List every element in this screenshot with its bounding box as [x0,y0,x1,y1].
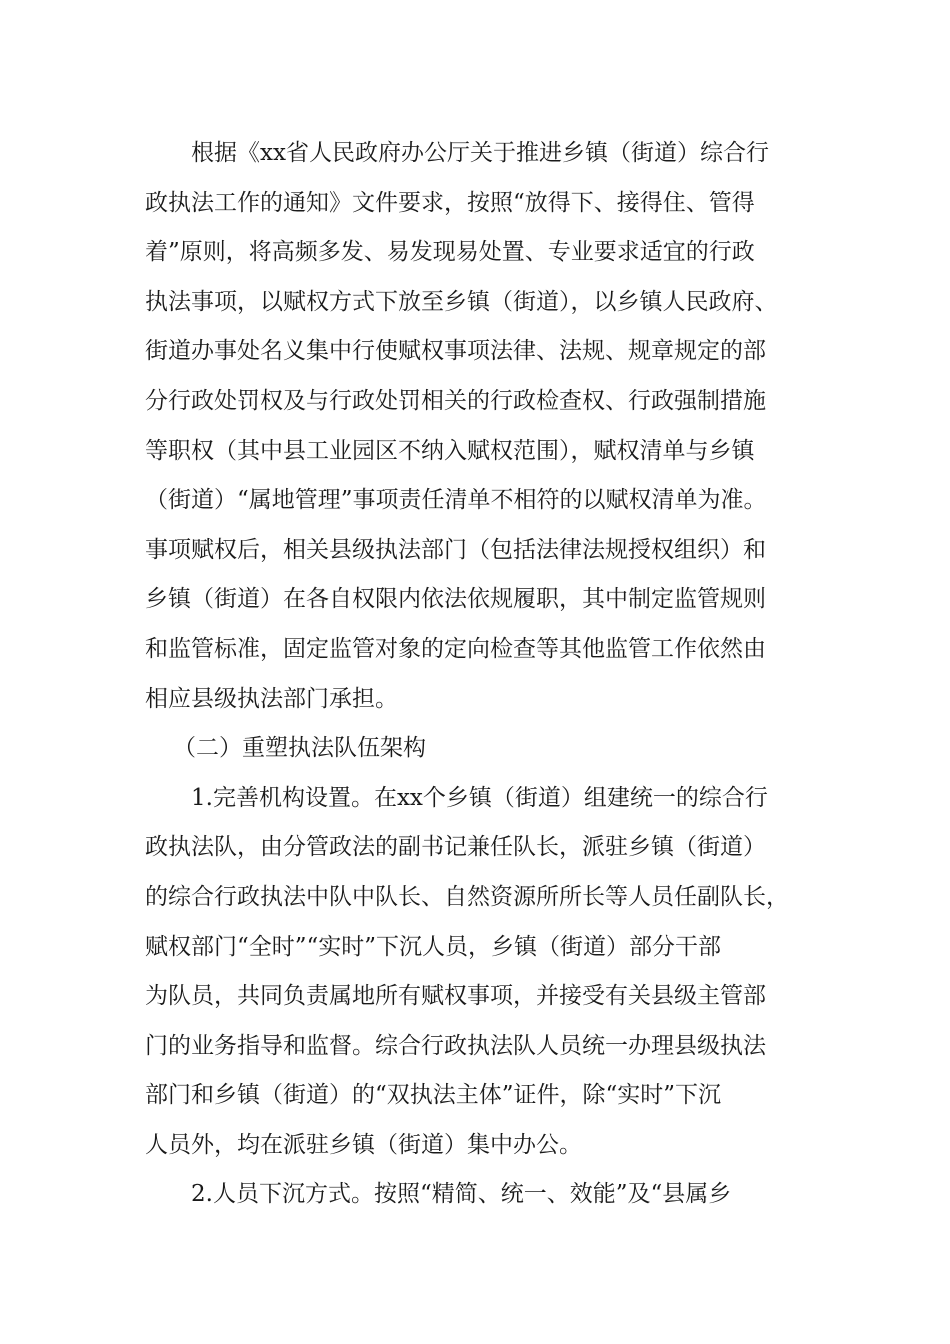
text-line: 人员外，均在派驻乡镇（街道）集中办公。 [145,1131,582,1158]
text-line: 和监管标准，固定监管对象的定向检查等其他监管工作依然由 [145,635,766,662]
paragraph-gazette-basis [145,129,825,724]
section-heading [145,724,825,774]
text-line: 乡镇（街道）在各自权限内依法依规履职，其中制定监管规则 [145,586,766,613]
text-line: 为队员，共同负责属地所有赋权事项，并接受有关县级主管部 [145,983,766,1010]
text-line: （街道）“属地管理”事项责任清单不相符的以赋权清单为准。 [145,487,767,514]
text-line: 政执法工作的通知》文件要求，按照“放得下、接得住、管得 [145,189,755,216]
text-line: 门的业务指导和监督。综合行政执法队人员统一办理县级执法 [145,1032,766,1059]
text-line: 街道办事处名义集中行使赋权事项法律、法规、规章规定的部 [145,338,766,365]
text-line: 政执法队，由分管政法的副书记兼任队长，派驻乡镇（街道） [145,834,766,861]
text-line: 事项赋权后，相关县级执法部门（包括法律法规授权组织）和 [145,536,766,563]
text-line: 着”原则，将高频多发、易发现易处置、专业要求适宜的行政 [145,239,755,266]
text-line: 相应县级执法部门承担。 [145,685,398,712]
text-line: 部门和乡镇（街道）的“双执法主体”证件，除“实时”下沉 [145,1082,722,1109]
document-body [145,129,825,1220]
section-heading-text: （二）重塑执法队伍架构 [173,735,426,762]
paragraph-staff-deployment [145,1170,825,1220]
paragraph-institution-setup [145,774,825,1171]
text-line: 赋权部门“全时”“实时”下沉人员，乡镇（街道）部分干部 [145,933,722,960]
text-line: 的综合行政执法中队中队长、自然资源所所长等人员任副队长， [145,883,789,910]
text-line: 执法事项，以赋权方式下放至乡镇（街道），以乡镇人民政府、 [145,288,778,315]
text-line: 2.人员下沉方式。按照“精简、统一、效能”及“县属乡 [191,1181,732,1208]
text-line: 等职权（其中县工业园区不纳入赋权范围），赋权清单与乡镇 [145,437,755,464]
text-line: 根据《xx省人民政府办公厅关于推进乡镇（街道）综合行 [191,140,769,166]
text-line: 1.完善机构设置。在xx个乡镇（街道）组建统一的综合行 [191,784,768,811]
text-line: 分行政处罚权及与行政处罚相关的行政检查权、行政强制措施 [145,387,766,414]
